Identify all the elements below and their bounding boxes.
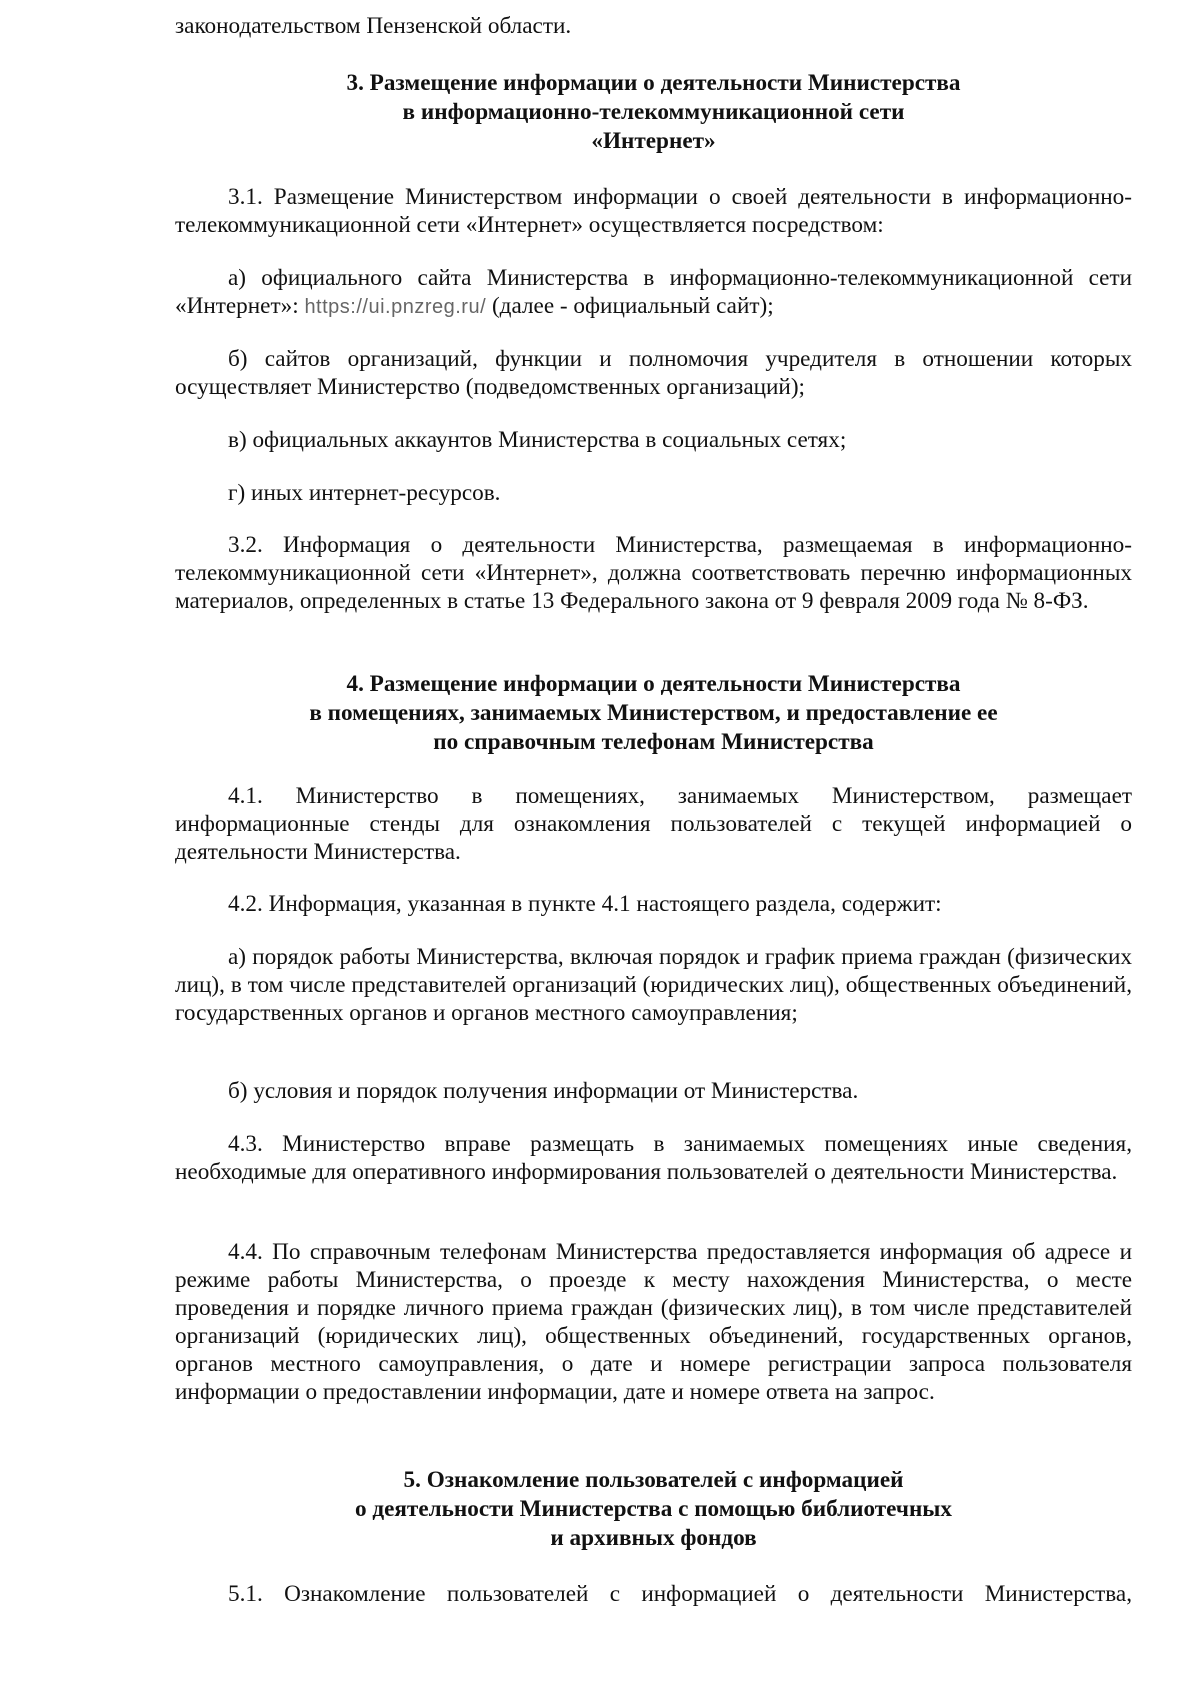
section-5-heading (175, 1466, 1132, 1553)
paragraph-4-2-a: а) порядок работы Министерства, включая порядок и график приема граждан (физических лиц), в том числе представителей организаций (юридических лиц), общественных объединений, государственных органов и органов местного самоуправления; (175, 944, 1132, 1026)
paragraph-4-3: 4.3. Министерство вправе размещать в занимаемых помещениях иные сведения, необходимые для оперативного информирования пользователей о деятельности Министерства. (175, 1131, 1132, 1185)
paragraph-4-4: 4.4. По справочным телефонам Министерства предоставляется информация об адресе и режиме работы Министерства, о проезде к месту нахождения Министерства, о месте проведения и порядке личного приема граждан (физических лиц), в том числе представителей организаций (юридических лиц), общественных объединений, государственных органов, органов местного самоуправления, о дате и номере регистрации запроса пользователя информации о предоставлении информации, дате и номере ответа на запрос. (175, 1239, 1132, 1405)
paragraph-5-1: 5.1. Ознакомление пользователей с информацией о деятельности Министерства, (228, 1581, 1132, 1607)
paragraph-3-1-b: б) сайтов организаций, функции и полномочия учредителя в отношении которых осуществляет Министерство (подведомственных организаций); (175, 346, 1132, 400)
text: (далее - официальный сайт); (486, 293, 774, 319)
top-line: законодательством Пензенской области. (175, 13, 572, 39)
heading-line: 5. Ознакомление пользователей с информацией (403, 1467, 904, 1493)
paragraph-3-1-v: в) официальных аккаунтов Министерства в социальных сетях; (228, 427, 847, 453)
heading-line: о деятельности Министерства с помощью библиотечных (354, 1496, 953, 1522)
paragraph-3-1-g: г) иных интернет-ресурсов. (228, 480, 501, 506)
heading-line: 3. Размещение информации о деятельности Министерства (346, 70, 961, 96)
heading-line: в информационно-телекоммуникационной сети (402, 99, 905, 125)
section-4-heading (175, 670, 1132, 757)
paragraph-3-1-a (175, 264, 1132, 321)
heading-line: и архивных фондов (550, 1525, 757, 1551)
paragraph-4-1: 4.1. Министерство в помещениях, занимаемых Министерством, размещает информационные стенды для ознакомления пользователей с текущей информацией о деятельности Министерства. (175, 783, 1132, 865)
heading-line: «Интернет» (591, 128, 716, 154)
section-3-heading (175, 69, 1132, 156)
official-site-url: https://ui.pnzreg.ru/ (304, 296, 487, 318)
paragraph-3-2: 3.2. Информация о деятельности Министерства, размещаемая в информационно-телекоммуникационной сети «Интернет», должна соответствовать перечню информационных материалов, определенных в статье 13 Федерального закона от 9 февраля 2009 года № 8-ФЗ. (175, 532, 1132, 614)
heading-line: по справочным телефонам Министерства (433, 729, 874, 755)
paragraph-3-1: 3.1. Размещение Министерством информации о своей деятельности в информационно-телекоммуникационной сети «Интернет» осуществляется посредством: (175, 184, 1132, 238)
paragraph-4-2-b: б) условия и порядок получения информации от Министерства. (228, 1078, 859, 1104)
heading-line: 4. Размещение информации о деятельности Министерства (346, 671, 961, 697)
paragraph-4-2: 4.2. Информация, указанная в пункте 4.1 настоящего раздела, содержит: (228, 891, 942, 917)
text: а) официального сайта Министерства в информационно-телекоммуникационной сети «Интернет»: (175, 265, 1132, 319)
heading-line: в помещениях, занимаемых Министерством, и предоставление ее (309, 700, 998, 726)
